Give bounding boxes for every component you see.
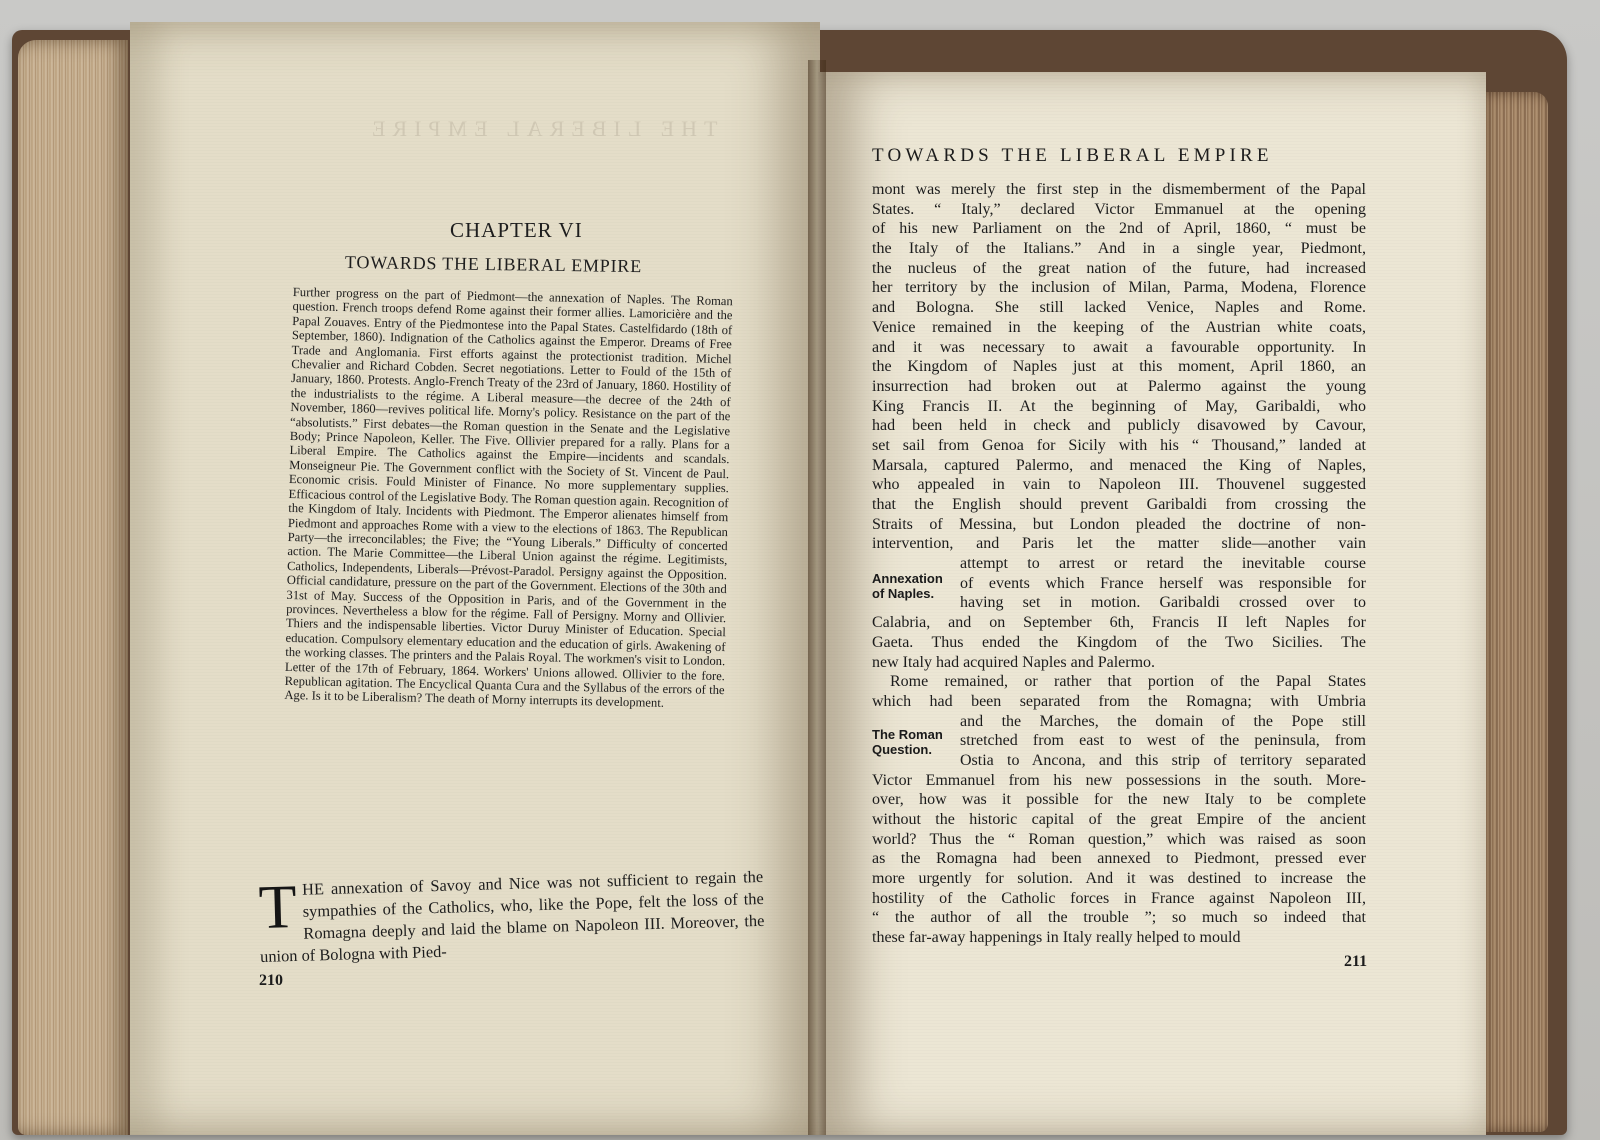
text-line: of his new Parliament on the 2nd of April, 1860, “ must be [872,220,1366,238]
text-line: having set in motion. Garibaldi crossed over to [960,594,1366,612]
text-line: these far-away happenings in Italy really helped to mould [872,929,1241,947]
chapter-summary: Further progress on the part of Piedmont—the annexation of Naples. The Roman question. French troops defend Rome against their former allies. Lamoricière and the Papal Zouaves. Entry of the Piedmontese into the Papal States. Castelfidardo (18th of September, 1860). Indignation of the Catholics against the Emperor. Dreams of Free Trade and Anglomania. First efforts against the protectionist tradition. Michel Chevalier and Richard Cobden. Secret negotiations. Letter to Fould of the 15th of January, 1860. Protests. Anglo-French Treaty of the 23rd of January, 1860. Hostility of the industrialists to the régime. A Liberal measure—the decree of the 24th of November, 1860—revives political life. Morny's policy. Resistance on the part of the “absolutists.” First debates—the Roman question in the Senate and the Legislative Body; Prince Napoleon, Keller. The Five. Ollivier prepared for a rally. Plans for a Liberal Empire. The Catholics against the Empire—incidents and scandals. Monseigneur Pie. The Government conflict with the Society of St. Vincent de Paul. Economic crisis. Fould Minister of Finance. No more supplementary supplies. Efficacious control of the Legislative Body. The Roman question again. Recognition of the Kingdom of Italy. Incidents with Piedmont. The Emperor alienates himself from Piedmont and approaches Rome with a view to the elections of 1863. The Republican Party—the irreconcilables; the Five; the “Young Liberals.” Difficulty of concerted action. The Marie Committee—the Liberal Union against the régime. Legitimists, Catholics, Independents, Liberals—Prévost-Paradol. Persigny against the Opposition. Official candidature, pressure on the part of the Government. Elections of the 30th and 31st of May. Success of the Opposition in Paris, and of the Government in the provinces. Nevertheless a blow for the régime. Fall of Persigny. Morny and Ollivier. Thiers and the indispensable liberties. Victor Duruy Minister of Education. Special education. Compulsory elementary education and the education of girls. Awakening of the working classes. The printers and the Palais Royal. The workmen's visit to London. Letter of the 17th of February, 1864. Workers' Unions allowed. Ollivier to the fore. Republican agitation. The Encyclical Quanta Cura and the Syllabus of the errors of the Age. Is it to be Liberalism? The death of Morny interrupts its development. [284,285,733,711]
text-line: intervention, and Paris let the matter slide—another vain [872,535,1366,553]
book-gutter [808,60,826,1135]
text-line: over, how was it possible for the new Italy to be complete [872,791,1366,809]
text-line: States. “ Italy,” declared Victor Emmanuel at the opening [872,200,1366,218]
text-line: more urgently for solution. And it was destined to increase the [872,870,1366,888]
chapter-title: CHAPTER VI [450,218,583,242]
text-line: Rome remained, or rather that portion of the Papal States [890,673,1366,691]
text-line: Ostia to Ancona, and this strip of territory separated [960,751,1366,769]
text-line: Straits of Messina, but London pleaded the doctrine of non- [872,515,1366,533]
text-line: insurrection had broken out at Palermo against the young [872,377,1366,395]
text-line: world? Thus the “ Roman question,” which was raised as soon [872,830,1366,848]
text-line: who appealed in vain to Napoleon III. Thouvenel suggested [872,476,1366,494]
text-line: new Italy had acquired Naples and Palermo. [872,653,1156,671]
text-line: Victor Emmanuel from his new possessions in the south. More- [872,771,1366,789]
text-line: the Kingdom of Naples just at this moment, April 1860, an [872,358,1366,376]
text-line: set sail from Genoa for Sicily with his “ Thousand,” landed at [872,436,1366,454]
text-line: “ the author of all the trouble ”; so much so indeed that [872,909,1366,927]
text-line: Calabria, and on September 6th, Francis II left Naples for [872,614,1366,632]
page-number-left: 210 [259,972,283,989]
text-line: and the Marches, the domain of the Pope still [960,712,1366,730]
page-number-right: 211 [1344,953,1368,970]
text-line: stretched from east to west of the peninsula, from [960,732,1366,750]
text-line: of events which France herself was responsible for [960,574,1366,592]
text-line: Gaeta. Thus ended the Kingdom of the Two Sicilies. The [872,633,1366,651]
text-line: hostility of the Catholic forces in France against Napoleon III, [872,889,1366,907]
text-line: as the Romagna had been annexed to Piedmont, pressed ever [872,850,1366,868]
text-line: the nucleus of the great nation of the future, had increased [872,259,1366,277]
text-line: attempt to arrest or retard the inevitable course [960,555,1366,573]
text-line: Venice remained in the keeping of the Austrian white coats, [872,318,1366,336]
left-page-edges [18,40,128,1135]
text-line: and it was necessary to await a favourable opportunity. In [872,338,1366,356]
text-line: and Bologna. She still lacked Venice, Naples and Rome. [872,299,1366,317]
right-body-text [872,180,1366,948]
right-page-edges [1478,92,1548,1132]
running-head: TOWARDS THE LIBERAL EMPIRE [872,145,1273,166]
text-line: King Francis II. At the beginning of May, Garibaldi, who [872,397,1366,415]
text-line: which had been separated from the Romagna; with Umbria [872,692,1366,710]
show-through-text: THE LIBERAL EMPIRE [365,116,718,141]
text-line: her territory by the inclusion of Milan, Parma, Modena, Florence [872,279,1366,297]
text-line: the Italy of the Italians.” And in a single year, Piedmont, [872,240,1366,258]
chapter-subtitle: TOWARDS THE LIBERAL EMPIRE [344,252,643,277]
left-body-text [258,866,765,968]
text-line: had been held in check and publicly disavowed by Cavour, [872,417,1366,435]
left-body-paragraph: HE annexation of Savoy and Nice was not sufficient to regain the sympathies of the Catholics, who, like the Pope, felt the loss of the Romagna deeply and laid the blame on Napoleon III. Moreover, the union of Bologna with Pied- [259,866,765,966]
margin-note-roman-question: The Roman Question. [872,727,943,757]
text-line: without the historic capital of the great Empire of the ancient [872,811,1366,828]
margin-note-annexation: Annexation of Naples. [872,571,943,601]
drop-cap: T [257,872,298,942]
text-line: Marsala, captured Palermo, and menaced the King of Naples, [872,456,1366,474]
text-line: mont was merely the first step in the dismemberment of the Papal [872,181,1366,198]
text-line: that the English should prevent Garibaldi from crossing the [872,496,1366,513]
